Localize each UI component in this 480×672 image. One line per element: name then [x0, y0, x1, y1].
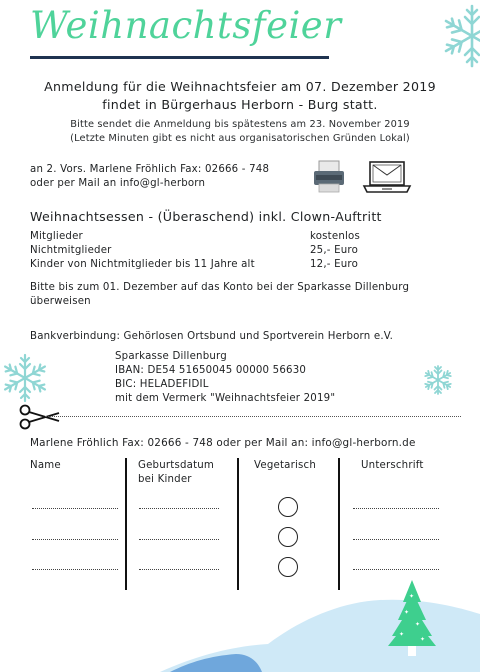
svg-text:✦: ✦: [399, 631, 405, 638]
name-field[interactable]: [32, 569, 118, 570]
column-header-birthdate-line1: Geburtsdatum: [138, 460, 215, 471]
price-category: Kinder von Nichtmitglieder bis 11 Jahre alt: [30, 259, 255, 270]
column-header-name: Name: [30, 460, 61, 471]
snowflake-icon: [440, 2, 480, 70]
contact-fax: an 2. Vors. Marlene Fröhlich Fax: 02666 - 748: [30, 164, 270, 175]
fax-machine-icon: [312, 159, 346, 195]
svg-text:✦: ✦: [409, 593, 415, 600]
dinner-heading: Weihnachtsessen - (Überaschend) inkl. Clown-Auftritt: [30, 209, 382, 224]
bank-reference: mit dem Vermerk "Weihnachtsfeier 2019": [115, 393, 336, 404]
birthdate-field[interactable]: [139, 508, 219, 509]
announcement-line-1: Anmeldung für die Weihnachtsfeier am 07. Dezember 2019: [44, 79, 436, 94]
deadline-note: Bitte sendet die Anmeldung bis spätestens am 23. November 2019: [70, 119, 410, 130]
vegetarian-checkbox[interactable]: [278, 557, 298, 577]
cut-line: [45, 416, 461, 417]
signature-field[interactable]: [353, 508, 439, 509]
payment-note-1: Bitte bis zum 01. Dezember auf das Konto bei der Sparkasse Dillenburg: [30, 282, 410, 293]
vegetarian-checkbox[interactable]: [278, 527, 298, 547]
column-header-birthdate: [138, 459, 214, 487]
column-header-signature: Unterschrift: [361, 460, 424, 471]
price-value: 25,- Euro: [310, 245, 359, 256]
column-header-vegetarian: Vegetarisch: [254, 460, 317, 471]
price-category: Mitglieder: [30, 231, 83, 242]
svg-text:✦: ✦: [404, 609, 410, 616]
contact-mail: oder per Mail an info@gl-herborn: [30, 178, 206, 189]
price-row: [30, 259, 450, 273]
column-divider: [125, 458, 127, 590]
title-underline: [30, 56, 329, 59]
bank-label: Bankverbindung: Gehörlosen Ortsbund und Sportverein Herborn e.V.: [30, 331, 394, 342]
organisation-note: (Letzte Minuten gibt es nicht aus organisatorischen Gründen Lokal): [70, 133, 410, 144]
price-category: Nichtmitglieder: [30, 245, 112, 256]
page-title: Weihnachtsfeier: [30, 4, 342, 47]
snow-landscape: [0, 580, 480, 672]
bank-iban: IBAN: DE54 51650045 00000 56630: [115, 365, 307, 376]
name-field[interactable]: [32, 539, 118, 540]
snowflake-icon: [0, 352, 52, 404]
announcement-line-2: findet in Bürgerhaus Herborn - Burg statt.: [102, 97, 378, 112]
price-value: 12,- Euro: [310, 259, 359, 270]
svg-text:✦: ✦: [420, 636, 426, 643]
price-row: [30, 231, 450, 245]
birthdate-field[interactable]: [139, 539, 219, 540]
name-field[interactable]: [32, 508, 118, 509]
bank-name: Sparkasse Dillenburg: [115, 351, 227, 362]
column-divider: [338, 458, 340, 590]
birthdate-field[interactable]: [139, 569, 219, 570]
signature-field[interactable]: [353, 539, 439, 540]
price-value: kostenlos: [310, 231, 360, 242]
column-header-birthdate-line2: bei Kinder: [138, 474, 192, 485]
bank-bic: BIC: HELADEFIDIL: [115, 379, 209, 390]
column-divider: [237, 458, 239, 590]
payment-note-2: überweisen: [30, 296, 91, 307]
snowflake-icon: [422, 364, 454, 396]
laptop-mail-icon: [362, 160, 412, 196]
vegetarian-checkbox[interactable]: [278, 497, 298, 517]
signature-field[interactable]: [353, 569, 439, 570]
price-row: [30, 245, 450, 259]
form-header: Marlene Fröhlich Fax: 02666 - 748 oder per Mail an: info@gl-herborn.de: [30, 437, 416, 449]
scissors-icon: [18, 404, 62, 430]
svg-text:✦: ✦: [415, 621, 421, 628]
